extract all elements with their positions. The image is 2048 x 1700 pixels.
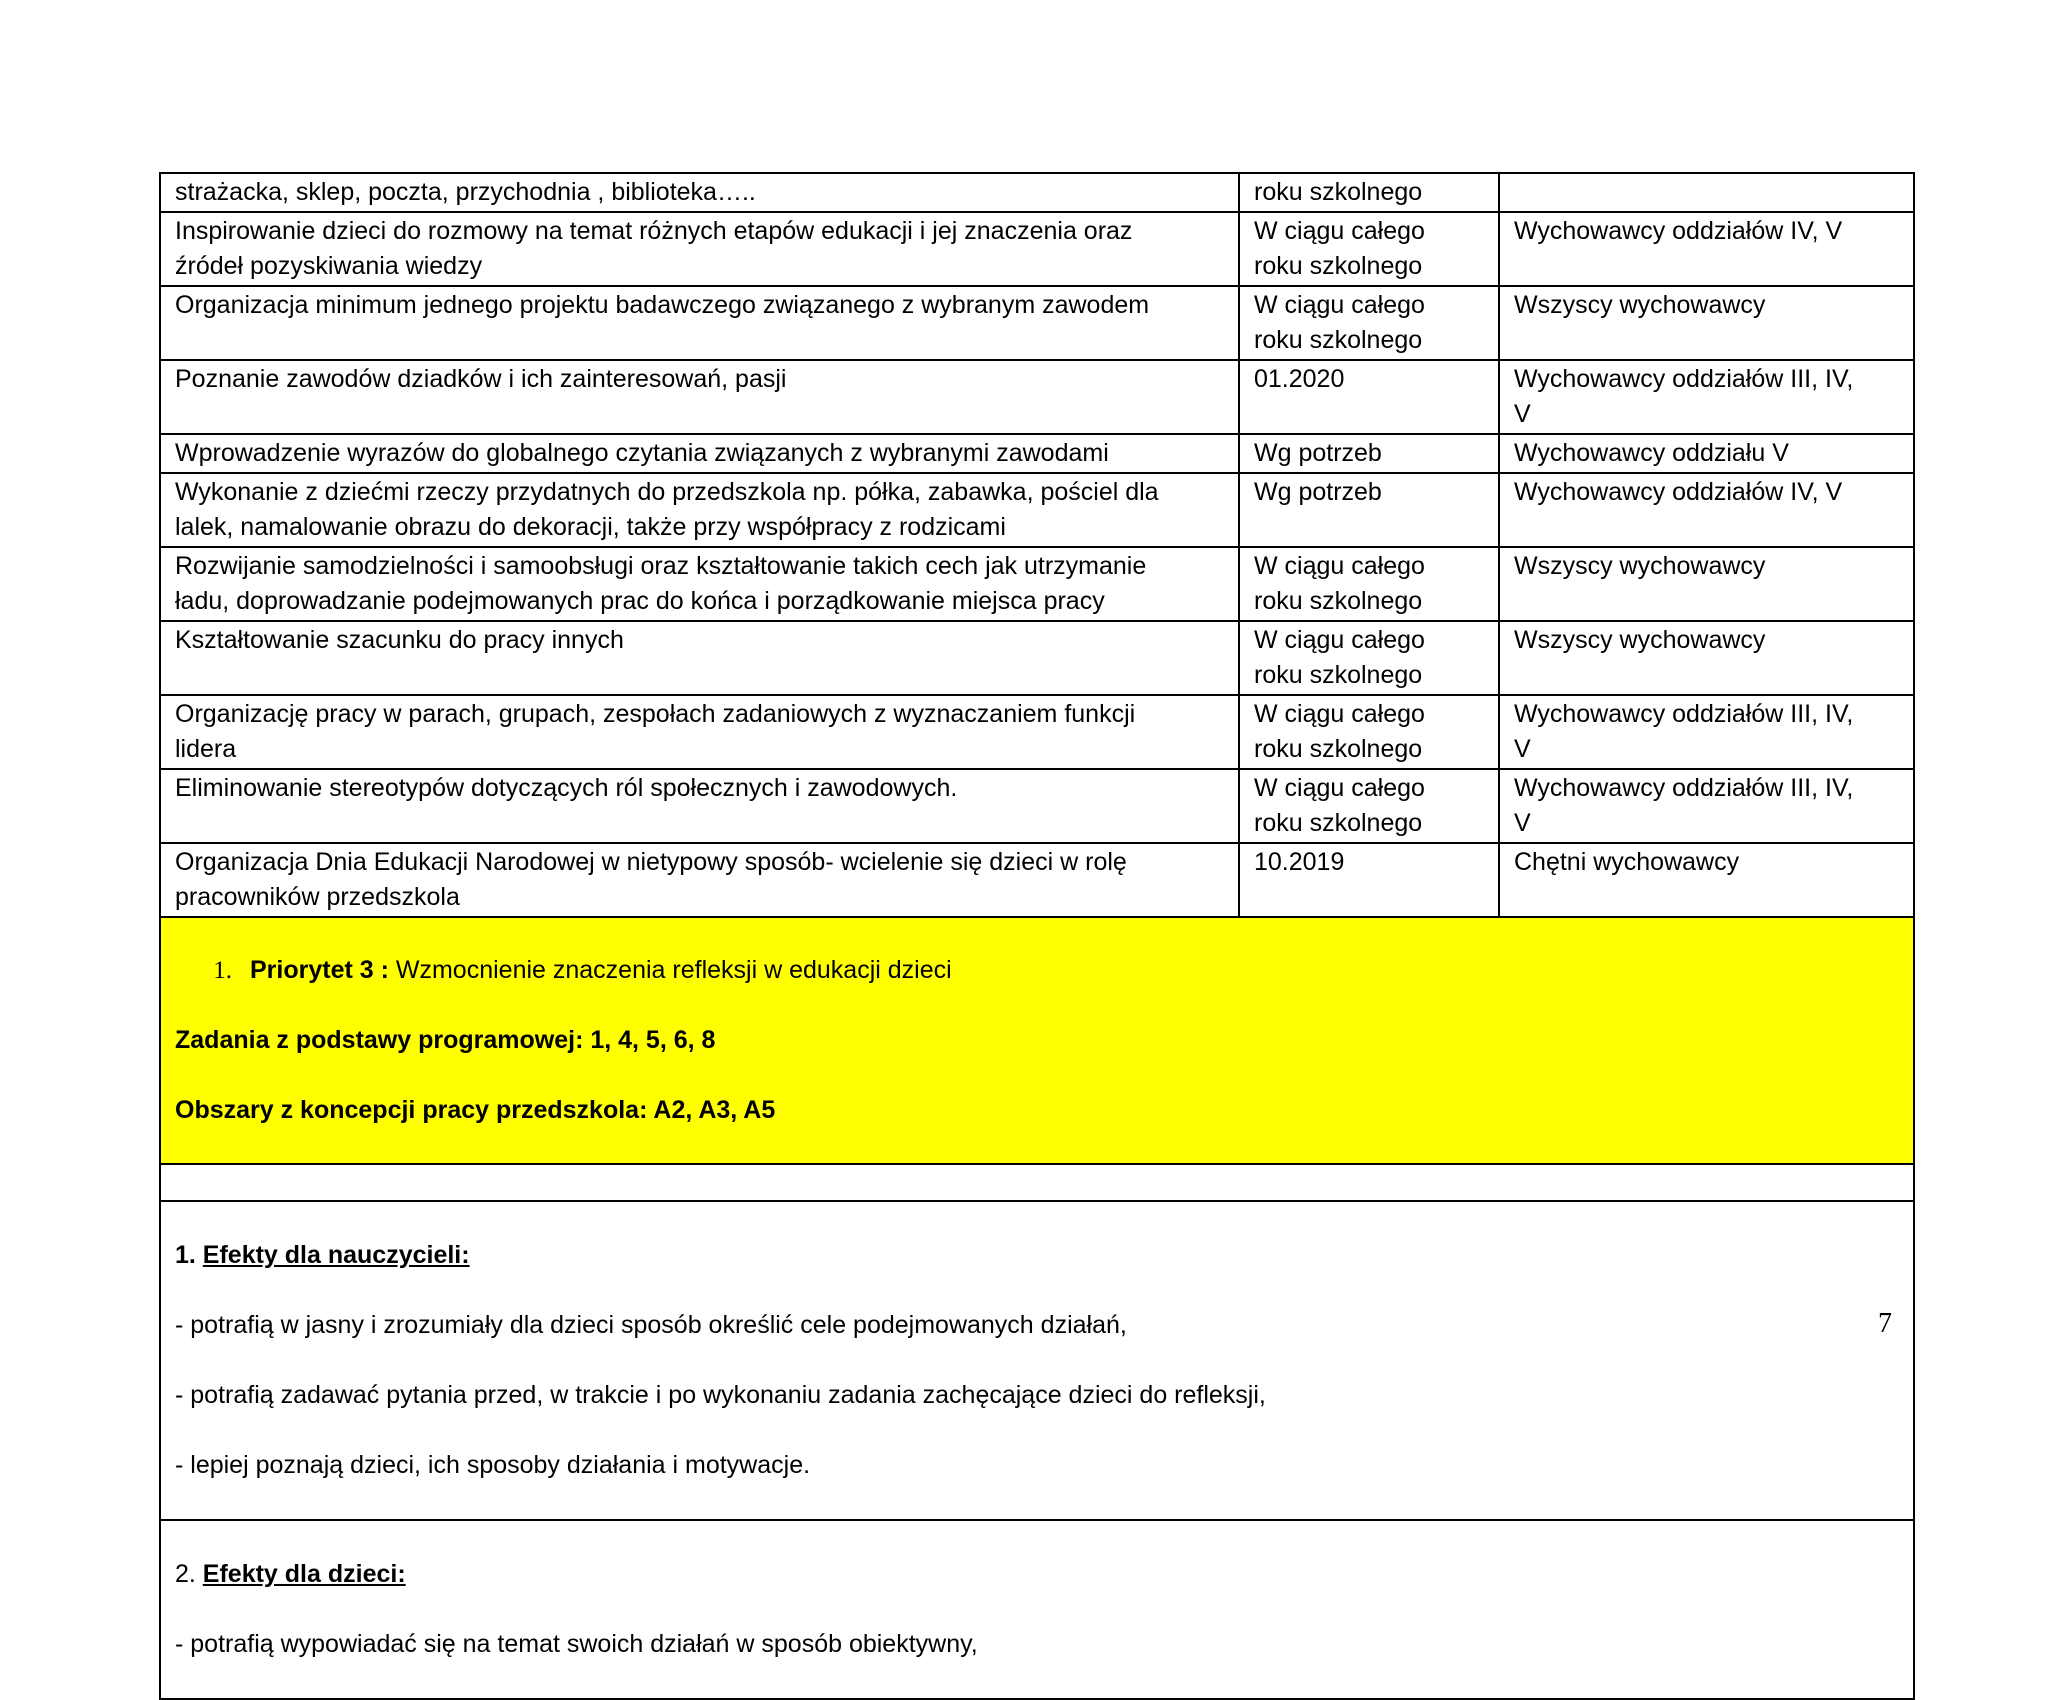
table-row	[160, 286, 1914, 360]
priority-row	[160, 917, 1914, 1164]
table-row	[160, 360, 1914, 434]
effects-children-title: Efekty dla dzieci:	[202, 1560, 406, 1588]
term-cell: W ciągu całego roku szkolnego	[1239, 212, 1499, 286]
table-row	[160, 621, 1914, 695]
priority-areas: Obszary z koncepcji pracy przedszkola: A2, A3, A5	[175, 1096, 776, 1124]
effects-teachers-cell	[160, 1201, 1914, 1520]
responsible-cell: Wszyscy wychowawcy	[1499, 286, 1914, 360]
term-cell: W ciągu całego roku szkolnego	[1239, 286, 1499, 360]
table-row	[160, 473, 1914, 547]
task-cell: Organizację pracy w parach, grupach, zespołach zadaniowych z wyznaczaniem funkcji lidera	[160, 695, 1239, 769]
task-cell: Wykonanie z dziećmi rzeczy przydatnych do przedszkola np. półka, zabawka, pościel dla lalek, namalowanie obrazu do dekoracji, także przy współpracy z rodzicami	[160, 473, 1239, 547]
priority-cell	[160, 917, 1914, 1164]
term-cell: W ciągu całego roku szkolnego	[1239, 621, 1499, 695]
effects-teachers-item: - potrafią zadawać pytania przed, w trakcie i po wykonaniu zadania zachęcające dzieci do refleksji,	[175, 1381, 1266, 1409]
table-row	[160, 173, 1914, 212]
responsible-cell: Wychowawcy oddziału V	[1499, 434, 1914, 473]
effects-teachers-title: Efekty dla nauczycieli:	[202, 1241, 470, 1269]
task-cell: Rozwijanie samodzielności i samoobsługi oraz kształtowanie takich cech jak utrzymanie ładu, doprowadzanie podejmowanych prac do końca i porządkowanie miejsca pracy	[160, 547, 1239, 621]
term-cell: 01.2020	[1239, 360, 1499, 434]
table-row	[160, 547, 1914, 621]
effects-teachers-item: - lepiej poznają dzieci, ich sposoby działania i motywacje.	[175, 1451, 811, 1479]
term-cell: W ciągu całego roku szkolnego	[1239, 695, 1499, 769]
term-cell: roku szkolnego	[1239, 173, 1499, 212]
responsible-cell	[1499, 173, 1914, 212]
responsible-cell: Wszyscy wychowawcy	[1499, 547, 1914, 621]
task-cell: Kształtowanie szacunku do pracy innych	[160, 621, 1239, 695]
priority-label: Priorytet 3 :	[250, 956, 389, 984]
effects-teachers-row	[160, 1201, 1914, 1520]
effects-children-heading: 2. Efekty dla dzieci:	[175, 1560, 406, 1588]
table-row	[160, 434, 1914, 473]
task-cell: Poznanie zawodów dziadków i ich zainteresowań, pasji	[160, 360, 1239, 434]
table-row	[160, 843, 1914, 917]
task-cell: Eliminowanie stereotypów dotyczących ról społecznych i zawodowych.	[160, 769, 1239, 843]
term-cell: W ciągu całego roku szkolnego	[1239, 769, 1499, 843]
empty-cell	[160, 1164, 1914, 1201]
priority-number: 1.	[213, 957, 232, 984]
task-cell: Wprowadzenie wyrazów do globalnego czytania związanych z wybranymi zawodami	[160, 434, 1239, 473]
term-cell: Wg potrzeb	[1239, 434, 1499, 473]
empty-row	[160, 1164, 1914, 1201]
responsible-cell: Wychowawcy oddziałów IV, V	[1499, 473, 1914, 547]
term-cell: 10.2019	[1239, 843, 1499, 917]
table-row	[160, 212, 1914, 286]
plan-table	[159, 172, 1915, 1700]
table-row	[160, 769, 1914, 843]
responsible-cell: Wychowawcy oddziałów III, IV, V	[1499, 695, 1914, 769]
priority-heading	[175, 953, 1899, 988]
responsible-cell: Wychowawcy oddziałów III, IV, V	[1499, 360, 1914, 434]
task-cell: Inspirowanie dzieci do rozmowy na temat różnych etapów edukacji i jej znaczenia oraz źródeł pozyskiwania wiedzy	[160, 212, 1239, 286]
responsible-cell: Wychowawcy oddziałów III, IV, V	[1499, 769, 1914, 843]
effects-children-row	[160, 1520, 1914, 1699]
task-cell: Organizacja minimum jednego projektu badawczego związanego z wybranym zawodem	[160, 286, 1239, 360]
effects-children-item: - potrafią wypowiadać się na temat swoich działań w sposób obiektywny,	[175, 1630, 978, 1658]
responsible-cell: Chętni wychowawcy	[1499, 843, 1914, 917]
effects-teachers-item: - potrafią w jasny i zrozumiały dla dzieci sposób określić cele podejmowanych działań,	[175, 1311, 1127, 1339]
task-cell: Organizacja Dnia Edukacji Narodowej w nietypowy sposób- wcielenie się dzieci w rolę pracowników przedszkola	[160, 843, 1239, 917]
responsible-cell: Wszyscy wychowawcy	[1499, 621, 1914, 695]
task-cell: strażacka, sklep, poczta, przychodnia , biblioteka…..	[160, 173, 1239, 212]
responsible-cell: Wychowawcy oddziałów IV, V	[1499, 212, 1914, 286]
plan-table-body	[160, 173, 1914, 1699]
table-row	[160, 695, 1914, 769]
term-cell: Wg potrzeb	[1239, 473, 1499, 547]
effects-children-cell	[160, 1520, 1914, 1699]
priority-tasks: Zadania z podstawy programowej: 1, 4, 5, 6, 8	[175, 1026, 716, 1054]
effects-teachers-heading: 1. Efekty dla nauczycieli:	[175, 1241, 470, 1269]
term-cell: W ciągu całego roku szkolnego	[1239, 547, 1499, 621]
priority-text: Wzmocnienie znaczenia refleksji w edukacji dzieci	[388, 956, 952, 984]
page-number: 7	[1878, 1308, 1892, 1339]
